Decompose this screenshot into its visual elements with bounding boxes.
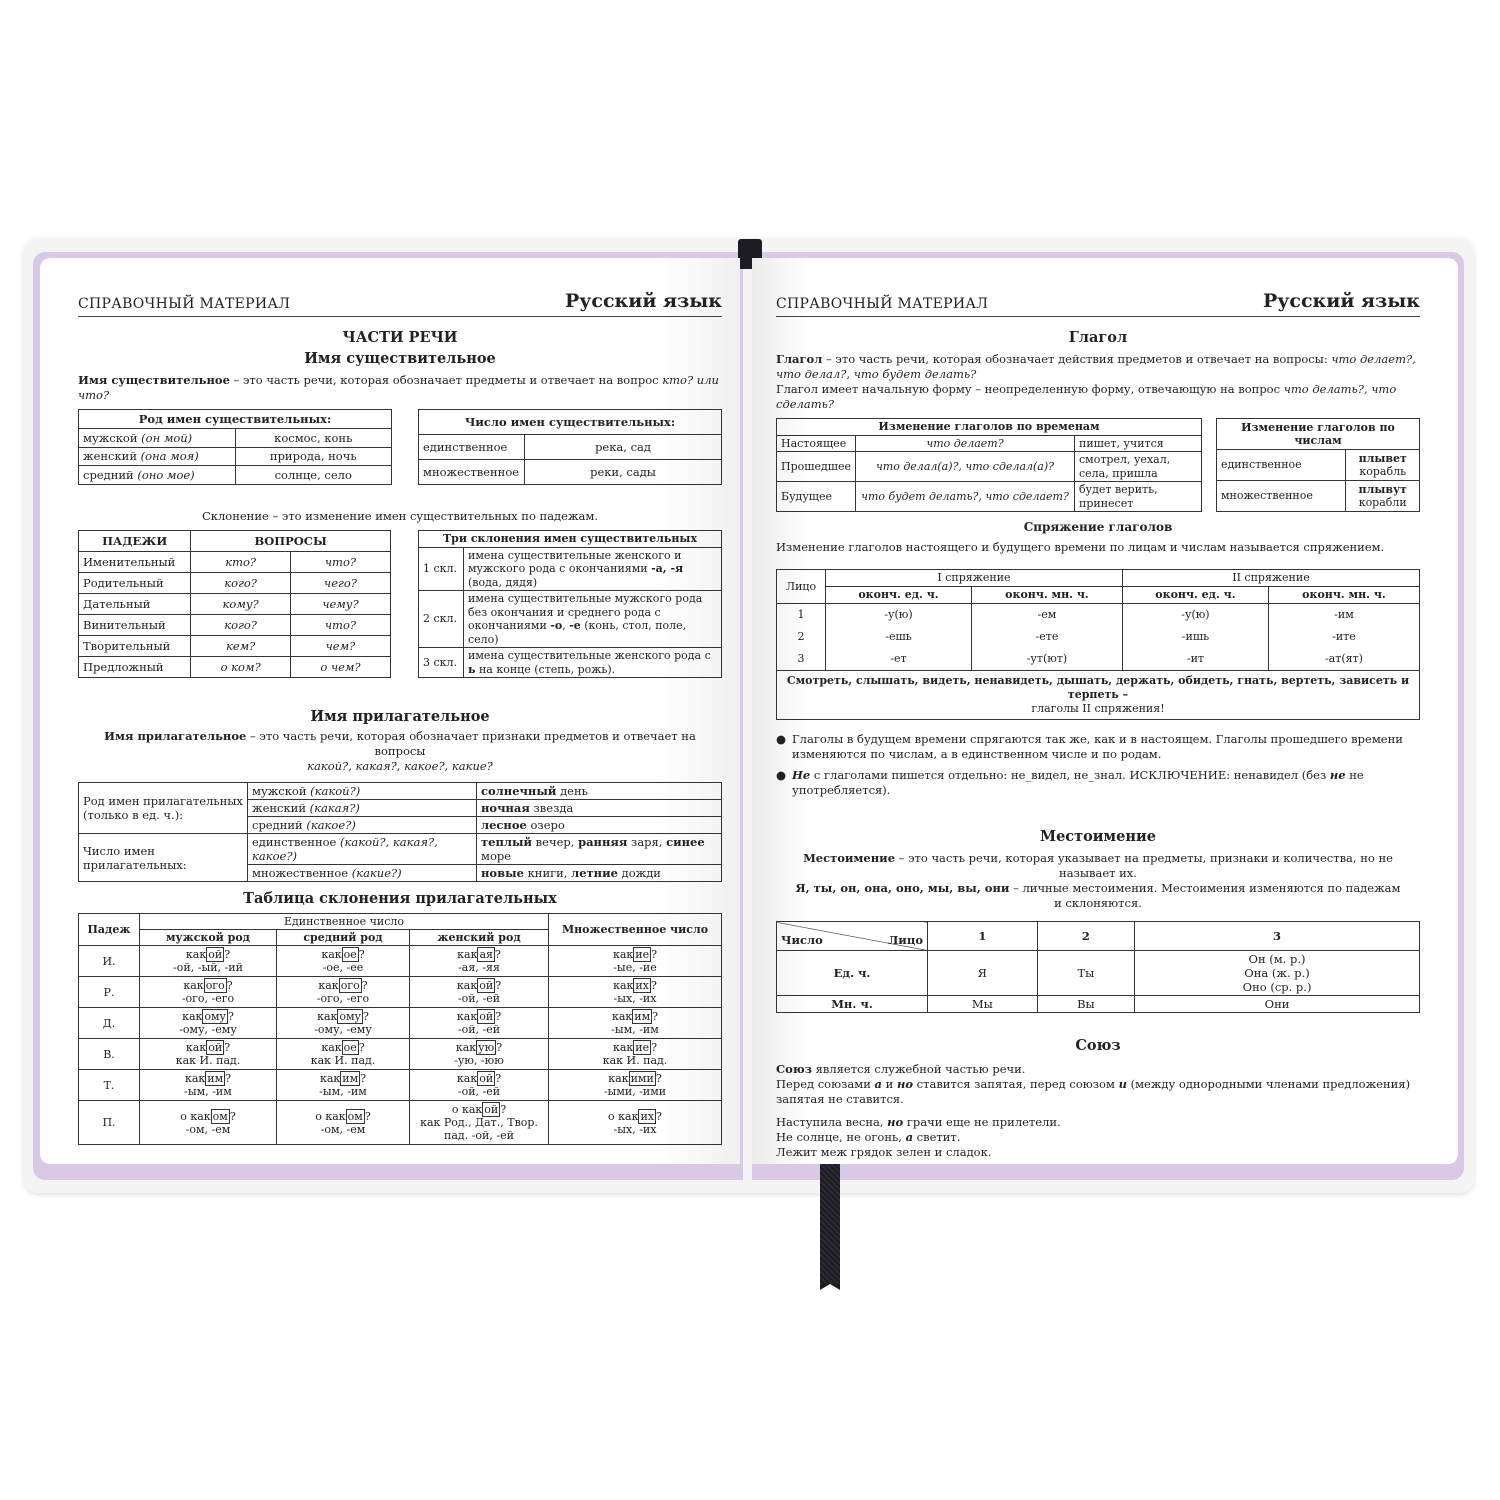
header-subject-title: Русский язык bbox=[564, 290, 722, 312]
verb-definition: Глагол – это часть речи, которая обозначает действия предметов и отвечает на вопросы: что делает?, что делал?, что будет делать? bbox=[776, 352, 1416, 381]
noun-title: Имя существительное bbox=[304, 350, 496, 367]
noun-gender-table: Род имен существительных: мужской (он мой) космос, конь женский (она моя) природа, ночь средний (оно мое) солнце, село bbox=[78, 409, 392, 485]
adjective-definition: Имя прилагательное – это часть речи, которая обозначает признаки предметов и отвечает на вопросы какой?, какая?, какое?, какие? bbox=[104, 729, 696, 773]
cases-table: ПАДЕЖИ ВОПРОСЫ Именительный кто? что? Родительный кого? чего? Дательный кому? чему? Винительный кого? что? Творительный кем? чем? Предложный о ком? о чем? bbox=[78, 530, 391, 678]
verb-title: Глагол bbox=[1068, 329, 1128, 346]
header-section-label: СПРАВОЧНЫЙ МАТЕРИАЛ bbox=[776, 296, 989, 312]
table-row: В. как ой ? как И. пад. как ое ? как И. пад. как ую ? -ую, -юю как ие ? как И. пад. bbox=[79, 1039, 722, 1070]
verb-number-table: Изменение глаголов по числам единственное плывет корабль множественное плывут корабли bbox=[1216, 418, 1420, 512]
pronoun-title: Местоимение bbox=[1040, 828, 1156, 845]
pronoun-table: Число Лицо 1 2 3 Ед. ч. Я Ты Он (м. р.) Она (ж. р.) Оно (ср. р.) Мн. ч. Мы Вы Они bbox=[776, 921, 1420, 1013]
conjugation-title: Спряжение глаголов bbox=[1023, 520, 1173, 534]
table-row: П. о как ом ? -ом, -ем о как ом ? -ом, -ем о как ой ? как Род., Дат., Твор. пад. -ой, -ей о как их ? -ых, -их bbox=[79, 1101, 722, 1145]
page-header bbox=[776, 282, 1420, 317]
noun-number-table: Число имен существительных: единственное река, сад множественное реки, сады bbox=[418, 409, 722, 485]
conjunction-text: Союз является служебной частью речи. Перед союзами а и но ставится запятая, перед союзом и (между однородными членами предложения) запятая не ставится. Наступила весна, но грачи еще не прилетели. Не солнце, не огонь, а светит. Лежит меж грядок зелен и сладок. bbox=[776, 1062, 1411, 1159]
verb-tense-table: Изменение глаголов по временам Настоящее что делает? пишет, учится Прошедшее что делал(а)?, что сделал(а)? смотрел, уехал, села, пришла Будущее что будет делать?, что сделает? будет верить, принесет bbox=[776, 418, 1202, 512]
parts-of-speech-title: ЧАСТИ РЕЧИ bbox=[342, 329, 458, 346]
left-page bbox=[40, 258, 740, 1164]
page-header bbox=[78, 282, 722, 317]
right-page bbox=[752, 258, 1458, 1164]
conjugation-table: Лицо I спряжение II спряжение оконч. ед. ч. оконч. мн. ч. оконч. ед. ч. оконч. мн. ч. 1 -у(ю) -ем -у(ю) -им 2 -ешь -ете -ишь -ите 3 -ет -ут(ют) -ит -ат(ят) Смотреть, слышать, видеть, ненавидеть, дышать, держать, обидеть, гнать, вертеть, зависеть и терпеть – глаголы II спряжения! bbox=[776, 569, 1420, 720]
header-subject-title: Русский язык bbox=[1262, 290, 1420, 312]
conjunction-title: Союз bbox=[1075, 1037, 1121, 1054]
conjugation-note: Изменение глаголов настоящего и будущего времени по лицам и числам называется спряжением. bbox=[776, 540, 1385, 554]
declension-note: Склонение – это изменение имен существительных по падежам. bbox=[202, 509, 598, 523]
bullet-icon: ● bbox=[776, 768, 787, 782]
list-item: ● Не с глаголами пишется отдельно: не_видел, не_знал. ИСКЛЮЧЕНИЕ: ненавидел (без не не употребляется). bbox=[776, 768, 1364, 797]
pronoun-definition: Местоимение – это часть речи, которая указывает на предметы, признаки и количества, но не называет их. Я, ты, он, она, оно, мы, вы, они – личные местоимения. Местоимения изменяются по падежам и склоняются. bbox=[795, 851, 1401, 910]
list-item: ● Глаголы в будущем времени спрягаются так же, как и в настоящем. Глаголы прошедшего времени изменяются по числам, а в единственном числе и по родам. bbox=[776, 732, 1403, 761]
verb-notes bbox=[776, 732, 1420, 798]
adjective-gender-number-table: Род имен прилагательных (только в ед. ч.): мужской (какой?) солнечный день женский (какая?) ночная звезда средний (какое?) лесное озеро Число имен прилагательных: единственное (какой?, какая?, какое?) теплый вечер, ранняя заря, синее море множественное (какие?) новые книги, летние дожди bbox=[78, 782, 722, 882]
adjective-declension-title: Таблица склонения прилагательных bbox=[243, 890, 557, 907]
bullet-icon: ● bbox=[776, 732, 787, 746]
table-row: Д. как ому ? -ому, -ему как ому ? -ому, -ему как ой ? -ой, -ей как им ? -ым, -им bbox=[79, 1008, 722, 1039]
ribbon-bookmark bbox=[820, 1164, 840, 1284]
adjective-declension-table: Падеж Единственное число Множественное число мужской род средний род женский род И. как ой ? -ой, -ый, -ий как ое ? -ое, -ее как ая ? -ая, -яя как ие ? -ые, -ие Р. как ого ? -ого, -его как ого ? -ого, -его как ой ? -ой, -ей как их ? -ых, -их Д. как ому ? -ому, -ему как ому ? -ому, -ему как ой ? -ой, -ей как им ? -ым, -им В. как ой ? как И. пад. как ое ? как И. пад. как ую ? -ую, -юю как ие ? как И. пад. Т. как им ? -ым, -им как им ? -ым, -им как ой ? -ой, -ей как ими ? -ыми, -ими П. о как ом ? -ом, -ем о как ом ? -ом, -ем о как ой ? как Род., Дат., Твор. пад. -ой, -ей о как их ? -ых, -их bbox=[78, 913, 722, 1145]
diagonal-header-cell: Число Лицо bbox=[777, 922, 928, 951]
adjective-title: Имя прилагательное bbox=[310, 708, 490, 725]
verb-infinitive-note: Глагол имеет начальную форму – неопределенную форму, отвечающую на вопрос что делать?, что сделать? bbox=[776, 382, 1397, 411]
noun-definition: Имя существительное – это часть речи, которая обозначает предметы и отвечает на вопрос кто? или что? bbox=[78, 373, 719, 402]
three-declensions-table: Три склонения имен существительных 1 скл. имена существительные женского и мужского рода с окончаниями -а, -я (вода, дядя) 2 скл. имена существительные мужского рода без окончания и среднего рода с окончаниями -о, -е (конь, стол, поле, село) 3 скл. имена существительные женского рода с ь на конце (степь, рожь). bbox=[418, 530, 722, 678]
header-section-label: СПРАВОЧНЫЙ МАТЕРИАЛ bbox=[78, 296, 291, 312]
table-row: Р. как ого ? -ого, -его как ого ? -ого, -его как ой ? -ой, -ей как их ? -ых, -их bbox=[79, 977, 722, 1008]
table-row: И. как ой ? -ой, -ый, -ий как ое ? -ое, -ее как ая ? -ая, -яя как ие ? -ые, -ие bbox=[79, 946, 722, 977]
table-row: Т. как им ? -ым, -им как им ? -ым, -им как ой ? -ой, -ей как ими ? -ыми, -ими bbox=[79, 1070, 722, 1101]
